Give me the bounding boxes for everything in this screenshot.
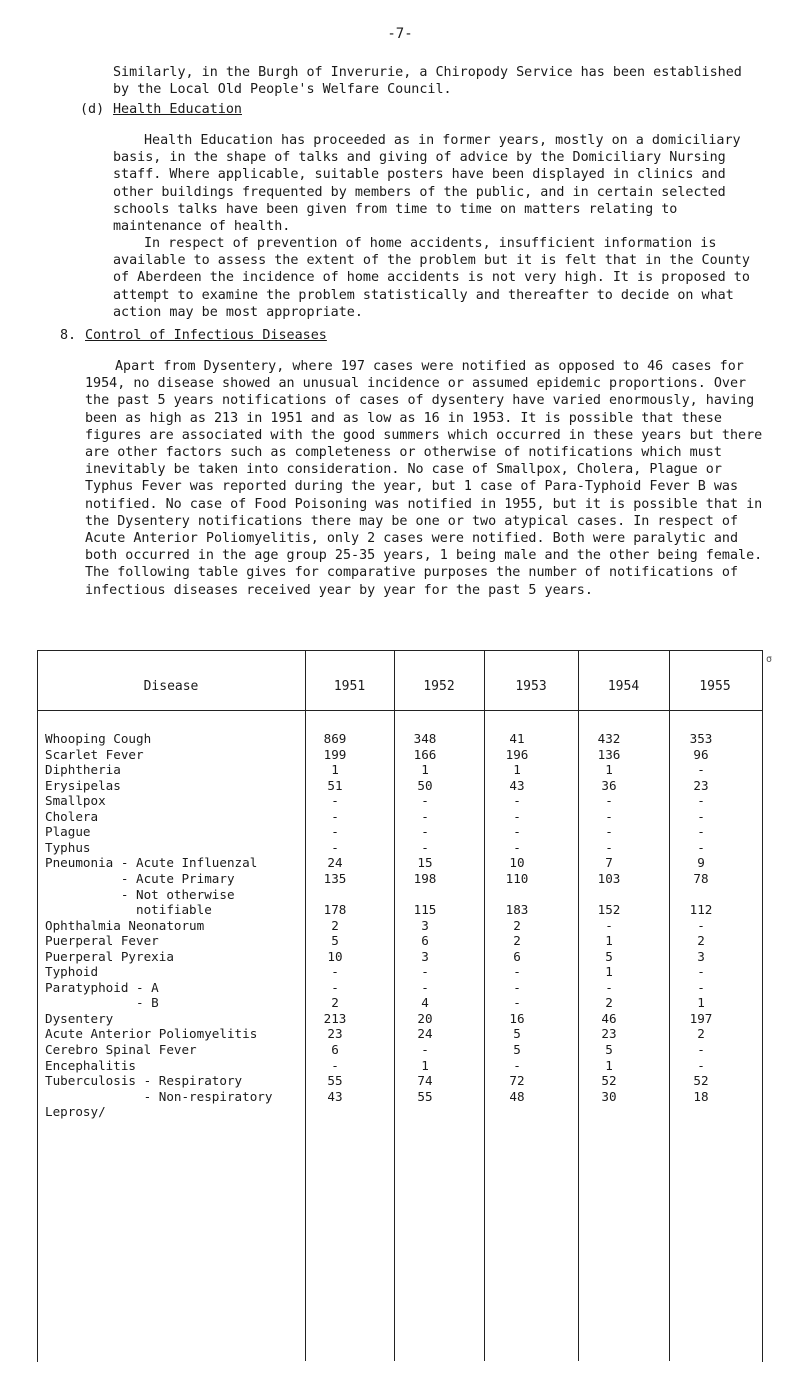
cell-1953: - (513, 839, 521, 855)
cell-1955: - (697, 839, 705, 855)
cell-1955: 2 (697, 933, 705, 949)
cell-1954: 1 (605, 964, 613, 980)
cell-1955: - (697, 793, 705, 809)
cell-1952: - (421, 793, 429, 809)
cell-1952: 20 (417, 1010, 433, 1026)
table-row (37, 855, 762, 871)
cell-1954: - (605, 839, 613, 855)
margin-mark: σ (766, 654, 773, 665)
cell-1953: - (513, 808, 521, 824)
cell-1951: 5 (331, 933, 339, 949)
disease-name: Puerperal Pyrexia (45, 948, 174, 964)
cell-1954: 432 (597, 731, 621, 746)
cell-1953: 5 (513, 1026, 521, 1042)
cell-1952: - (421, 808, 429, 824)
cell-1951: 1 (331, 762, 339, 778)
disease-name: Cerebro Spinal Fever (45, 1042, 197, 1057)
cell-1954: 1 (605, 933, 613, 949)
section-8-heading: Control of Infectious Diseases (85, 328, 327, 343)
cell-1954: 152 (597, 902, 621, 918)
cell-1951: 10 (327, 948, 343, 964)
home-accidents-paragraph: In respect of prevention of home accidents, insufficient information is available to assess the extent of the problem but it is felt that in the County of Aberdeen the incidence of home accidents is not very high. It is proposed to attempt to examine the problem statistically and thereafter to decide on what action may be most appropriate. (113, 236, 750, 320)
cell-1951: - (331, 793, 339, 809)
cell-1951: 43 (327, 1088, 343, 1104)
disease-name: Cholera (45, 808, 99, 824)
cell-1951: - (331, 808, 339, 824)
cell-1955: 112 (689, 902, 713, 918)
cell-1954: 7 (605, 855, 613, 871)
header-1951: 1951 (333, 679, 366, 694)
cell-1953: 183 (505, 902, 529, 918)
cell-1951: - (331, 964, 339, 980)
intro-paragraph: Similarly, in the Burgh of Inverurie, a Chiropody Service has been established by the Local Old People's Welfare Council. (113, 65, 742, 98)
disease-name: Puerperal Fever (45, 933, 159, 949)
cell-1952: - (421, 824, 429, 840)
cell-1954: - (605, 824, 613, 840)
cell-1954: 5 (605, 1042, 613, 1057)
notifications-table (37, 650, 762, 1362)
table-row (37, 793, 762, 809)
cell-1955: 197 (689, 1010, 713, 1026)
cell-1953: 72 (509, 1073, 525, 1089)
cell-1952: 55 (417, 1088, 433, 1104)
cell-1953: - (513, 793, 521, 809)
cell-1955: - (697, 1042, 705, 1057)
table-row (37, 731, 762, 747)
health-education-paragraph: Health Education has proceeded as in former years, mostly on a domiciliary basis, in the shape of talks and giving of advice by the Domiciliary Nursing staff. Where applicable, suitable posters have been displayed in clinics and other buildings frequented by members of the public, and in certain selected schools talks have been given from time to time on matters relating to maintenance of health. (113, 133, 741, 235)
cell-1953: 1 (513, 762, 521, 778)
cell-1952: 3 (421, 948, 429, 964)
disease-name: Tuberculosis - Respiratory (45, 1073, 243, 1089)
cell-1952: 24 (417, 1026, 433, 1042)
cell-1952: 6 (421, 933, 429, 949)
disease-name: Typhus (45, 839, 91, 855)
disease-name: Scarlet Fever (45, 746, 144, 762)
cell-1951: 51 (327, 777, 343, 793)
header-1954: 1954 (607, 679, 640, 694)
cell-1952: 198 (413, 870, 437, 886)
cell-1952: 1 (421, 762, 429, 778)
cell-1951: - (331, 979, 339, 995)
table-row (37, 762, 762, 778)
table-row (37, 1058, 762, 1074)
cell-1955: - (697, 1057, 705, 1073)
cell-1951: - (331, 824, 339, 840)
table-row (37, 1042, 762, 1058)
cell-1953: 48 (509, 1088, 525, 1104)
cell-1954: 2 (605, 995, 613, 1011)
table-row (37, 824, 762, 840)
cell-1954: - (605, 979, 613, 995)
cell-1954: 46 (601, 1010, 617, 1026)
disease-name: Diphtheria (45, 762, 121, 778)
disease-name: Acute Anterior Poliomyelitis (45, 1026, 258, 1042)
cell-1953: 16 (509, 1010, 525, 1026)
cell-1952: 50 (417, 777, 433, 793)
cell-1952: - (421, 979, 429, 995)
section-d-label: (d) (80, 102, 105, 117)
cell-1951: 199 (323, 746, 347, 762)
cell-1954: 23 (601, 1026, 617, 1042)
disease-name: Encephalitis (45, 1057, 136, 1073)
table-row (37, 980, 762, 996)
cell-1953: 5 (513, 1042, 521, 1057)
cell-1955: 18 (693, 1088, 709, 1104)
table-row (37, 871, 762, 887)
cell-1951: 55 (327, 1073, 343, 1089)
disease-name: notifiable (45, 902, 212, 918)
cell-1951: 6 (331, 1042, 339, 1057)
cell-1951: 24 (327, 855, 343, 871)
cell-1955: 96 (693, 746, 709, 762)
cell-1954: 1 (605, 1057, 613, 1073)
table-row (37, 1104, 762, 1120)
cell-1954: - (605, 793, 613, 809)
cell-1955: - (697, 808, 705, 824)
cell-1954: 1 (605, 762, 613, 778)
disease-name: Leprosy/ (45, 1104, 106, 1120)
table-row (37, 949, 762, 965)
cell-1954: - (605, 917, 613, 933)
cell-1954: 136 (597, 746, 621, 762)
cell-1955: 2 (697, 1026, 705, 1042)
table-row (37, 1026, 762, 1042)
cell-1953: 6 (513, 948, 521, 964)
cell-1952: 74 (417, 1073, 433, 1089)
disease-name: - Acute Primary (45, 870, 235, 886)
cell-1952: - (421, 964, 429, 980)
header-1952: 1952 (423, 679, 455, 694)
cell-1952: 4 (421, 995, 429, 1011)
cell-1955: 23 (693, 777, 709, 793)
disease-name: Whooping Cough (45, 731, 152, 746)
cell-1954: 36 (601, 777, 617, 793)
cell-1951: 213 (323, 1010, 347, 1026)
cell-1952: 348 (413, 731, 437, 746)
table-row (37, 747, 762, 763)
disease-name: Pneumonia - Acute Influenzal (45, 855, 258, 871)
cell-1952: 115 (413, 902, 437, 918)
cell-1953: - (513, 979, 521, 995)
cell-1952: 166 (413, 746, 437, 762)
disease-name: - B (45, 995, 159, 1011)
cell-1955: - (697, 979, 705, 995)
cell-1955: - (697, 917, 705, 933)
cell-1955: - (697, 762, 705, 778)
disease-name: - Non-respiratory (45, 1088, 273, 1104)
header-1955: 1955 (699, 679, 731, 694)
cell-1953: 196 (505, 746, 529, 762)
table-row (37, 887, 762, 903)
cell-1955: 1 (697, 995, 705, 1011)
cell-1955: - (697, 824, 705, 840)
disease-name: Ophthalmia Neonatorum (45, 917, 205, 933)
table-row (37, 809, 762, 825)
table-row (37, 778, 762, 794)
cell-1952: 1 (421, 1057, 429, 1073)
cell-1951: 2 (331, 995, 339, 1011)
cell-1953: 110 (505, 870, 529, 886)
cell-1955: 3 (697, 948, 705, 964)
disease-name: Paratyphoid - A (45, 979, 159, 995)
table-row (37, 918, 762, 934)
cell-1951: 23 (327, 1026, 343, 1042)
table-row (37, 1089, 762, 1105)
cell-1955: 9 (697, 855, 705, 871)
cell-1953: - (513, 995, 521, 1011)
disease-name: Typhoid (45, 964, 99, 980)
cell-1953: - (513, 964, 521, 980)
cell-1954: 5 (605, 948, 613, 964)
table-row (37, 902, 762, 918)
table-row (37, 964, 762, 980)
table-row (37, 840, 762, 856)
table-row (37, 1011, 762, 1027)
page-number: -7- (387, 26, 413, 42)
cell-1952: 15 (417, 855, 433, 871)
table-row (37, 933, 762, 949)
header-divider (37, 710, 762, 711)
cell-1953: 2 (513, 933, 521, 949)
cell-1953: 2 (513, 917, 521, 933)
cell-1955: - (697, 964, 705, 980)
cell-1954: 52 (601, 1073, 617, 1089)
disease-name: Plague (45, 824, 91, 840)
disease-name: Dysentery (45, 1010, 114, 1026)
disease-name: Erysipelas (45, 777, 121, 793)
cell-1953: - (513, 1057, 521, 1073)
cell-1953: - (513, 824, 521, 840)
header-1953: 1953 (515, 679, 547, 694)
infectious-diseases-paragraph: Apart from Dysentery, where 197 cases were notified as opposed to 46 cases for 1954, no disease showed an unusual incidence or assumed epidemic proportions. Over the past 5 years notifications of cases of dysentery have varied enormously, having been as high as 213 in 1951 and as low as 16 in 1953. It is possible that these figures are associated with the good summers which occurred in these years but there are other factors such as completeness or otherwise of notifications which must inevitably be taken into consideration. No case of Smallpox, Cholera, Plague or Typhus Fever was reported during the year, but 1 case of Para-Typhoid Fever B was notified. No case of Food Poisoning was notified in 1955, but it is possible that in the Dysentery notifications there may be one or two atypical cases. In respect of Acute Anterior Poliomyelitis, only 2 cases were notified. Both were paralytic and both occurred in the age group 25-35 years, 1 being male and the other being female. The following table gives for comparative purposes the number of notifications of infectious diseases received year by year for the past 5 years. (85, 359, 763, 598)
cell-1952: - (421, 839, 429, 855)
disease-name: - Not otherwise (45, 886, 235, 902)
cell-1955: 78 (693, 870, 709, 886)
cell-1952: - (421, 1042, 429, 1057)
cell-1953: 43 (509, 777, 525, 793)
cell-1951: - (331, 839, 339, 855)
section-8-label: 8. (60, 328, 77, 343)
cell-1951: 869 (323, 731, 347, 746)
cell-1951: - (331, 1057, 339, 1073)
cell-1954: 30 (601, 1088, 617, 1104)
cell-1951: 2 (331, 917, 339, 933)
cell-1955: 353 (689, 731, 713, 746)
table-row (37, 1073, 762, 1089)
table-row (37, 995, 762, 1011)
section-d-heading: Health Education (113, 102, 242, 117)
cell-1954: - (605, 808, 613, 824)
cell-1953: 10 (509, 855, 525, 871)
cell-1951: 178 (323, 902, 347, 918)
cell-1952: 3 (421, 917, 429, 933)
cell-1954: 103 (597, 870, 621, 886)
cell-1951: 135 (323, 870, 347, 886)
header-disease: Disease (143, 679, 199, 694)
cell-1953: 41 (509, 731, 525, 746)
disease-name: Smallpox (45, 793, 106, 809)
cell-1955: 52 (693, 1073, 709, 1089)
